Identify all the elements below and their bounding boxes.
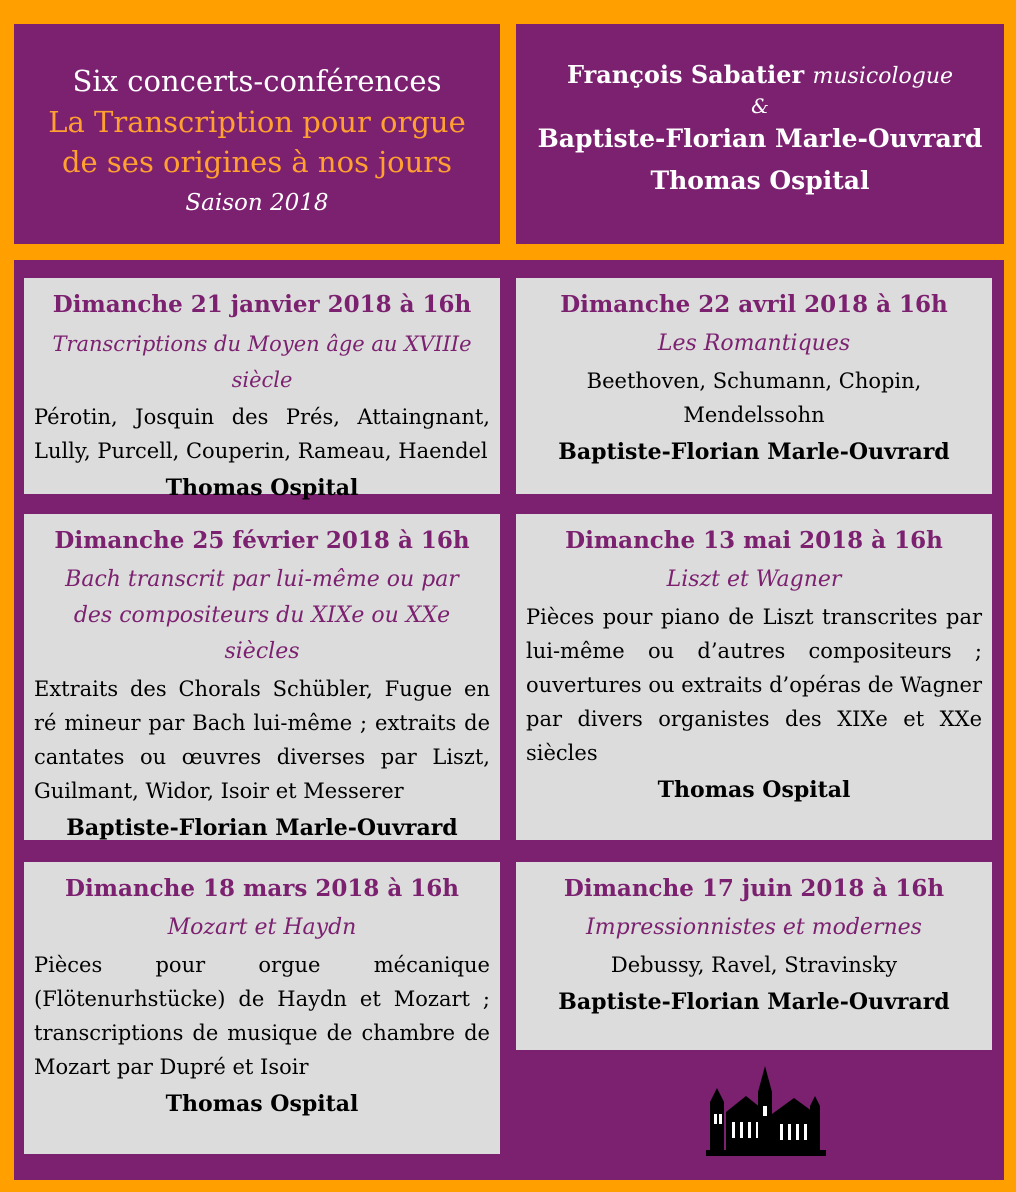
musicologist-role: musicologue <box>812 64 954 89</box>
concert-performer: Baptiste-Florian Marle-Ouvrard <box>558 439 950 465</box>
concert-theme: Mozart et Haydn <box>167 915 357 940</box>
header-performers-panel <box>516 24 1004 244</box>
concert-date: Dimanche 22 avril 2018 à 16h <box>560 291 948 318</box>
series-title-line2: de ses origines à nos jours <box>61 145 453 179</box>
concert-date: Dimanche 13 mai 2018 à 16h <box>565 527 943 554</box>
concert-description: Extraits des Chorals Schübler, Fugue en ré mineur par Bach lui-même ; extraits de cantates ou œuvres diverses par Liszt, Guilmant, Widor, Isoir et Messerer <box>34 677 490 803</box>
church-silhouette-icon <box>700 1062 830 1162</box>
concert-theme: Liszt et Wagner <box>666 567 842 592</box>
organist-name-2: Thomas Ospital <box>650 166 870 195</box>
series-title <box>14 102 500 182</box>
concert-performer: Thomas Ospital <box>165 475 359 501</box>
organist-name-1: Baptiste-Florian Marle-Ouvrard <box>537 124 983 153</box>
concert-performer: Thomas Ospital <box>165 1091 359 1117</box>
concert-description: Beethoven, Schumann, Chopin, Mendelssohn <box>586 369 922 427</box>
season-label: Saison 2018 <box>185 190 329 216</box>
series-title-line1: La Transcription pour orgue <box>48 105 466 139</box>
concert-card-june <box>516 862 992 1050</box>
concert-card-april <box>516 278 992 494</box>
concert-theme: Les Romantiques <box>657 331 851 356</box>
concert-performer: Thomas Ospital <box>657 777 851 803</box>
header-series-panel <box>14 24 500 244</box>
concert-date: Dimanche 18 mars 2018 à 16h <box>65 875 459 902</box>
concert-description: Pièces pour piano de Liszt transcrites par lui-même ou d’autres compositeurs ; ouvertures ou extraits d’opéras de Wagner par divers organistes des XIXe et XXe siècles <box>526 605 983 765</box>
concert-theme: Bach transcrit par lui-même ou par des compositeurs du XIXe ou XXe siècles <box>65 567 459 664</box>
concert-theme: Transcriptions du Moyen âge au XVIIIe siècle <box>52 332 472 392</box>
concert-date: Dimanche 17 juin 2018 à 16h <box>563 875 945 902</box>
concert-description: Pièces pour orgue mécanique (Flötenurhstücke) de Haydn et Mozart ; transcriptions de musique de chambre de Mozart par Dupré et Isoir <box>34 953 490 1079</box>
concert-date: Dimanche 25 février 2018 à 16h <box>54 527 470 554</box>
series-label: Six concerts-conférences <box>72 64 442 98</box>
concert-card-march <box>24 862 500 1154</box>
concert-description: Debussy, Ravel, Stravinsky <box>610 953 898 977</box>
concert-card-may <box>516 514 992 840</box>
musicologist-line <box>516 58 1004 94</box>
concert-theme: Impressionnistes et modernes <box>586 915 922 940</box>
concert-performer: Baptiste-Florian Marle-Ouvrard <box>66 815 458 841</box>
concert-card-february <box>24 514 500 840</box>
concert-performer: Baptiste-Florian Marle-Ouvrard <box>558 989 950 1015</box>
concert-date: Dimanche 21 janvier 2018 à 16h <box>52 291 472 318</box>
musicologist-name: François Sabatier <box>566 60 805 89</box>
ampersand: & <box>751 94 769 118</box>
concert-card-january <box>24 278 500 501</box>
concert-description: Pérotin, Josquin des Prés, Attaingnant, Lully, Purcell, Couperin, Rameau, Haendel <box>34 405 490 463</box>
